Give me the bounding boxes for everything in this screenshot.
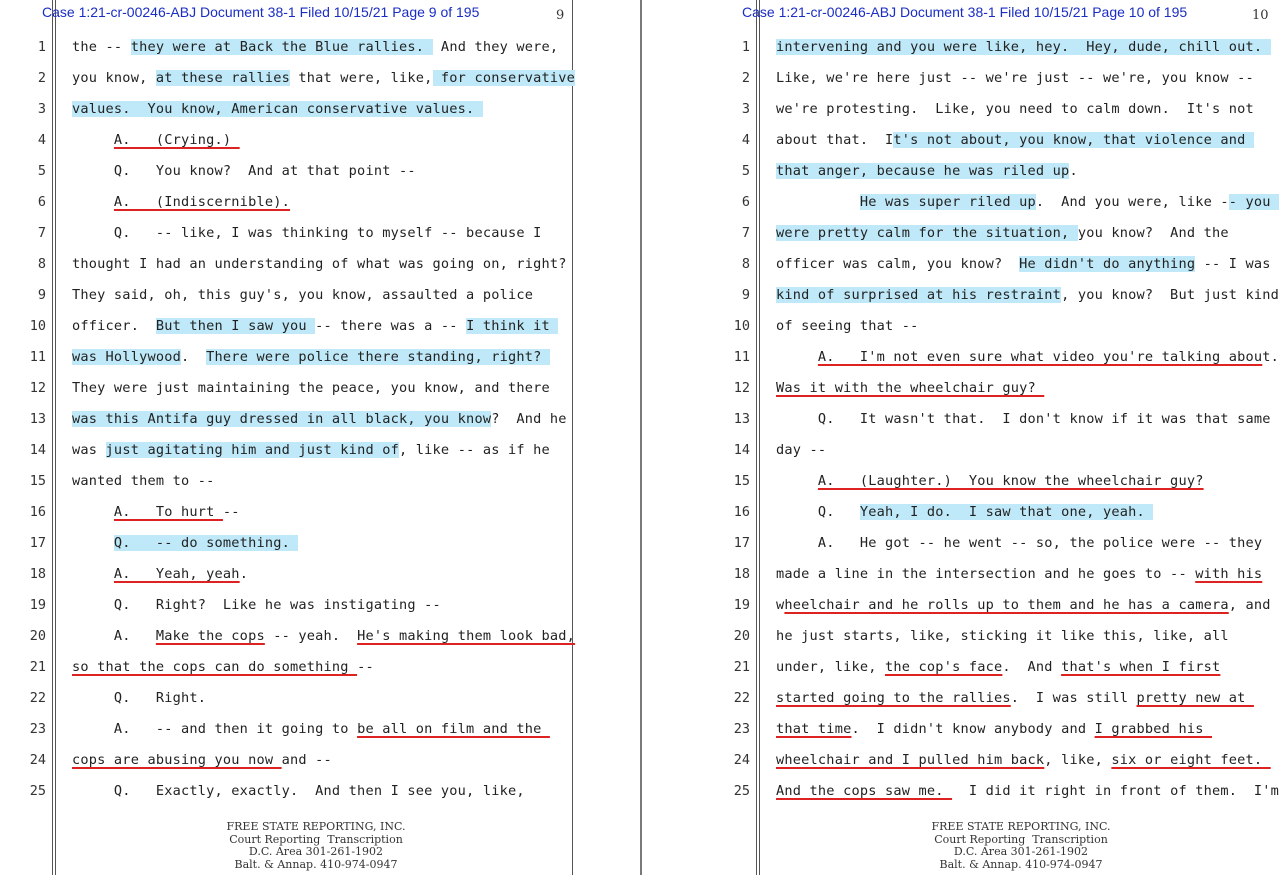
line-number: 10 xyxy=(29,318,46,334)
text-segment: thought I had an understanding of what was going on, right? xyxy=(72,256,567,272)
line-number: 6 xyxy=(37,194,46,210)
underlined-text: A. I'm not even sure what video you're talking abou xyxy=(817,349,1263,365)
text-segment: Q. It wasn't that. I don't know if it was that same xyxy=(776,411,1271,427)
transcript-line xyxy=(0,124,640,155)
transcript-line xyxy=(0,248,640,279)
underlined-text: A. Yeah, yeah xyxy=(113,566,240,582)
line-text xyxy=(776,39,1271,55)
line-number: 9 xyxy=(741,287,750,303)
transcript-line xyxy=(0,155,640,186)
text-segment: A. He got -- he went -- so, the police were -- they xyxy=(776,535,1263,551)
highlighted-text: But then I saw you xyxy=(155,318,316,334)
highlighted-text: t's not about, you know, that violence and xyxy=(893,132,1254,148)
underlined-text: that time xyxy=(776,721,852,737)
transcript-line xyxy=(642,651,1280,682)
text-segment: w xyxy=(776,597,785,613)
underlined-text: He's making them look bad, xyxy=(357,628,576,644)
text-segment: Q. Right? Like he was instigating -- xyxy=(72,597,441,613)
line-text xyxy=(776,628,1229,644)
line-number: 15 xyxy=(29,473,46,489)
underlined-text: with his xyxy=(1195,566,1263,582)
text-segment: of seeing that -- xyxy=(776,318,919,334)
highlighted-text: He didn't do anything xyxy=(1019,256,1196,272)
line-number: 4 xyxy=(37,132,46,148)
transcript-line xyxy=(642,558,1280,589)
text-segment xyxy=(776,473,818,489)
line-text xyxy=(776,473,1204,489)
text-segment: Q. Exactly, exactly. And then I see you, like, xyxy=(72,783,525,799)
transcript-line xyxy=(0,62,640,93)
reporter-footer xyxy=(0,821,632,871)
line-number: 22 xyxy=(733,690,750,706)
line-text xyxy=(776,535,1262,551)
text-segment: day -- xyxy=(776,442,827,458)
line-number: 17 xyxy=(733,535,750,551)
case-header: Case 1:21-cr-00246-ABJ Document 38-1 Filed 10/15/21 Page 10 of 195 xyxy=(742,4,1188,20)
line-text xyxy=(776,442,826,458)
transcript-line xyxy=(0,620,640,651)
line-number: 14 xyxy=(733,442,750,458)
text-segment: the -- xyxy=(72,39,131,55)
transcript-line xyxy=(642,217,1280,248)
underlined-text: be all on film and the xyxy=(357,721,550,737)
line-text xyxy=(776,256,1271,272)
text-segment xyxy=(776,194,860,210)
line-number: 22 xyxy=(29,690,46,706)
footer-line: Balt. & Annap. 410-974-0947 xyxy=(234,857,398,871)
text-segment: and -- xyxy=(281,752,332,768)
text-segment: -- xyxy=(222,504,240,520)
highlighted-text: kind of surprised at his restraint xyxy=(776,287,1062,303)
line-number: 6 xyxy=(741,194,750,210)
line-number: 20 xyxy=(733,628,750,644)
line-text xyxy=(776,225,1229,241)
underlined-text: Make the cops xyxy=(155,628,265,644)
line-text xyxy=(776,566,1262,582)
transcript-line xyxy=(642,372,1280,403)
line-number: 13 xyxy=(733,411,750,427)
underlined-text: wheelchair and I pulled him back xyxy=(776,752,1045,768)
line-text xyxy=(72,101,483,117)
highlighted-text: just agitating him and just kind of xyxy=(105,442,399,458)
transcript-line xyxy=(642,310,1280,341)
line-number: 21 xyxy=(29,659,46,675)
text-segment: , like -- as if he xyxy=(399,442,550,458)
transcript-line xyxy=(642,93,1280,124)
transcript-line xyxy=(0,93,640,124)
line-number: 19 xyxy=(733,597,750,613)
text-segment: A. -- and then it going to xyxy=(72,721,358,737)
highlighted-text: at these rallies xyxy=(155,70,290,86)
text-segment: under, like, xyxy=(776,659,885,675)
transcript-line xyxy=(642,589,1280,620)
line-number: 5 xyxy=(741,163,750,179)
transcript-line xyxy=(0,465,640,496)
footer-line: D.C. Area 301-261-1902 xyxy=(248,845,384,859)
footer-line: Court Reporting Transcription xyxy=(229,832,403,846)
transcript-line xyxy=(642,186,1280,217)
line-text xyxy=(72,628,575,644)
line-number: 12 xyxy=(733,380,750,396)
text-segment: . xyxy=(1069,163,1078,179)
text-segment: . And you were, like - xyxy=(1035,194,1229,210)
transcript-line xyxy=(0,682,640,713)
transcript-line xyxy=(0,775,640,806)
line-text xyxy=(72,783,525,799)
line-text xyxy=(776,70,1254,86)
underlined-text: A. (Crying.) xyxy=(113,132,240,148)
line-text xyxy=(776,597,1271,613)
highlighted-text: that anger, because he was riled up xyxy=(776,163,1070,179)
text-segment: . I didn't know anybody and xyxy=(851,721,1095,737)
underlined-text: Was it with the wheelchair guy? xyxy=(776,380,1045,396)
text-segment: Like, we're here just -- we're just -- we're, you know -- xyxy=(776,70,1254,86)
line-number: 4 xyxy=(741,132,750,148)
transcript-line xyxy=(0,651,640,682)
line-text xyxy=(776,659,1220,675)
line-text xyxy=(72,721,550,737)
line-number: 15 xyxy=(733,473,750,489)
line-number: 3 xyxy=(741,101,750,117)
text-segment: you know, xyxy=(72,70,156,86)
transcript-line xyxy=(0,372,640,403)
line-text xyxy=(776,752,1271,768)
line-number: 9 xyxy=(37,287,46,303)
line-text xyxy=(72,318,558,334)
text-segment: t. xyxy=(1262,349,1280,365)
text-segment xyxy=(72,132,114,148)
line-number: 14 xyxy=(29,442,46,458)
text-segment: he just starts, like, sticking it like this, like, all xyxy=(776,628,1229,644)
text-segment: you know? And the xyxy=(1077,225,1229,241)
line-number: 25 xyxy=(29,783,46,799)
text-segment: , like, xyxy=(1044,752,1112,768)
line-number: 23 xyxy=(29,721,46,737)
transcript-line xyxy=(642,620,1280,651)
line-number: 8 xyxy=(741,256,750,272)
line-text xyxy=(72,442,550,458)
text-segment: Q. -- like, I was thinking to myself -- because I xyxy=(72,225,542,241)
underlined-text: pretty new at xyxy=(1136,690,1254,706)
footer-line: D.C. Area 301-261-1902 xyxy=(953,845,1089,859)
highlighted-text: they were at Back the Blue rallies. xyxy=(130,39,433,55)
highlighted-text: There were police there standing, right? xyxy=(206,349,550,365)
line-number: 1 xyxy=(37,39,46,55)
text-segment: -- yeah. xyxy=(264,628,358,644)
line-text xyxy=(776,132,1254,148)
transcript-line xyxy=(0,589,640,620)
underlined-text: A. To hurt xyxy=(113,504,223,520)
text-segment: They were just maintaining the peace, you know, and there xyxy=(72,380,550,396)
line-text xyxy=(72,659,374,675)
line-number: 7 xyxy=(741,225,750,241)
line-number: 19 xyxy=(29,597,46,613)
line-text xyxy=(776,721,1212,737)
transcript-line xyxy=(642,775,1280,806)
text-segment: -- there was a -- xyxy=(315,318,467,334)
line-text xyxy=(776,349,1279,365)
line-text xyxy=(72,39,558,55)
text-segment: officer was calm, you know? xyxy=(776,256,1020,272)
transcript-line xyxy=(642,248,1280,279)
transcript-line xyxy=(0,434,640,465)
line-text xyxy=(776,411,1271,427)
text-segment: . And xyxy=(1002,659,1062,675)
text-segment: was xyxy=(72,442,106,458)
page-number: 9 xyxy=(556,8,565,23)
transcript-line xyxy=(0,713,640,744)
text-segment: Q. Right. xyxy=(72,690,207,706)
line-number: 10 xyxy=(733,318,750,334)
footer-line: Court Reporting Transcription xyxy=(934,832,1108,846)
text-segment xyxy=(72,504,114,520)
transcript-line xyxy=(642,434,1280,465)
line-text xyxy=(776,380,1044,396)
line-text xyxy=(72,132,240,148)
footer-line: Balt. & Annap. 410-974-0947 xyxy=(939,857,1103,871)
underlined-text: heelchair and he rolls up to them and he has a camera xyxy=(784,597,1229,613)
line-number: 12 xyxy=(29,380,46,396)
text-segment xyxy=(72,566,114,582)
highlighted-text: Yeah, I do. I saw that one, yeah. xyxy=(859,504,1154,520)
transcript-line xyxy=(642,155,1280,186)
text-segment: , you know? But just kind xyxy=(1061,287,1280,303)
line-text xyxy=(72,411,567,427)
underlined-text: cops are abusing you now xyxy=(72,752,282,768)
line-text xyxy=(72,194,290,210)
highlighted-text: was this Antifa guy dressed in all black, you know xyxy=(72,411,492,427)
highlighted-text: was Hollywood xyxy=(72,349,181,365)
text-segment: that were, like, xyxy=(290,70,433,86)
line-text xyxy=(72,287,533,303)
text-segment xyxy=(72,535,114,551)
reporter-footer xyxy=(642,821,1280,871)
text-segment: made a line in the intersection and he goes to -- xyxy=(776,566,1196,582)
line-number: 1 xyxy=(741,39,750,55)
line-number: 16 xyxy=(29,504,46,520)
line-number: 11 xyxy=(29,349,46,365)
text-segment: . I was still xyxy=(1010,690,1137,706)
line-number: 13 xyxy=(29,411,46,427)
line-text xyxy=(72,752,332,768)
line-text xyxy=(776,194,1279,210)
line-text xyxy=(72,504,240,520)
transcript-line xyxy=(0,186,640,217)
line-number: 3 xyxy=(37,101,46,117)
transcript-line xyxy=(642,713,1280,744)
page-number: 10 xyxy=(1252,8,1269,23)
transcript-line xyxy=(0,558,640,589)
transcript-line xyxy=(642,496,1280,527)
text-segment: wanted them to -- xyxy=(72,473,215,489)
highlighted-text: I think it xyxy=(466,318,559,334)
line-text xyxy=(776,504,1153,520)
text-segment: And they were, xyxy=(432,39,559,55)
text-segment: we're protesting. Like, you need to calm down. It's not xyxy=(776,101,1254,117)
line-text xyxy=(72,349,550,365)
text-segment: , and xyxy=(1228,597,1271,613)
transcript-line xyxy=(0,31,640,62)
line-text xyxy=(72,163,416,179)
line-number: 11 xyxy=(733,349,750,365)
underlined-text: And the cops saw me. xyxy=(776,783,953,799)
line-text xyxy=(72,473,215,489)
line-number: 23 xyxy=(733,721,750,737)
underlined-text: I grabbed his xyxy=(1094,721,1212,737)
transcript-page-right xyxy=(640,0,1280,875)
text-segment xyxy=(72,194,114,210)
highlighted-text: - you xyxy=(1228,194,1280,210)
footer-line: FREE STATE REPORTING, INC. xyxy=(931,820,1111,833)
text-segment: . xyxy=(239,566,249,582)
line-text xyxy=(72,566,248,582)
line-text xyxy=(776,163,1078,179)
underlined-text: the cop's face xyxy=(885,659,1003,675)
case-header: Case 1:21-cr-00246-ABJ Document 38-1 Filed 10/15/21 Page 9 of 195 xyxy=(42,4,480,20)
line-number: 8 xyxy=(37,256,46,272)
text-segment: Q. xyxy=(776,504,860,520)
line-number: 24 xyxy=(733,752,750,768)
text-segment: about that. I xyxy=(776,132,894,148)
underlined-text: that's when I first xyxy=(1061,659,1221,675)
transcript-line xyxy=(642,682,1280,713)
line-text xyxy=(776,690,1254,706)
line-text xyxy=(72,256,567,272)
line-number: 16 xyxy=(733,504,750,520)
transcript-line xyxy=(642,124,1280,155)
transcript-line xyxy=(642,403,1280,434)
transcript-line xyxy=(642,465,1280,496)
underlined-text: so that the cops can do something xyxy=(72,659,358,675)
highlighted-text: values. You know, American conservative values. xyxy=(72,101,483,117)
line-number: 2 xyxy=(37,70,46,86)
text-segment: They said, oh, this guy's, you know, assaulted a police xyxy=(72,287,534,303)
line-number: 18 xyxy=(733,566,750,582)
line-text xyxy=(776,783,1279,799)
line-number: 7 xyxy=(37,225,46,241)
line-text xyxy=(72,70,575,86)
line-text xyxy=(72,380,550,396)
line-text xyxy=(776,318,919,334)
transcript-line xyxy=(0,217,640,248)
transcript-line xyxy=(642,527,1280,558)
underlined-text: A. (Laughter.) You know the wheelchair guy? xyxy=(817,473,1204,489)
line-text xyxy=(776,101,1254,117)
transcript-line xyxy=(0,310,640,341)
text-segment: ? And he xyxy=(491,411,567,427)
text-segment: Q. You know? And at that point -- xyxy=(72,163,416,179)
transcript-line xyxy=(642,341,1280,372)
line-number: 25 xyxy=(733,783,750,799)
transcript-line xyxy=(0,496,640,527)
transcript-line xyxy=(0,279,640,310)
line-text xyxy=(72,690,206,706)
line-number: 18 xyxy=(29,566,46,582)
line-number: 24 xyxy=(29,752,46,768)
highlighted-text: were pretty calm for the situation, xyxy=(776,225,1078,241)
line-text xyxy=(72,535,298,551)
underlined-text: six or eight feet. xyxy=(1111,752,1271,768)
transcript-line xyxy=(642,31,1280,62)
text-segment: . xyxy=(181,349,207,365)
text-segment: officer. xyxy=(72,318,156,334)
transcript-line xyxy=(642,62,1280,93)
line-number: 5 xyxy=(37,163,46,179)
underlined-text: A. (Indiscernible). xyxy=(113,194,290,210)
transcript-line xyxy=(0,403,640,434)
transcript-line xyxy=(642,279,1280,310)
line-text xyxy=(776,287,1279,303)
transcript-line xyxy=(0,744,640,775)
transcript-line xyxy=(642,744,1280,775)
transcript-line xyxy=(0,527,640,558)
line-number: 21 xyxy=(733,659,750,675)
transcript-line xyxy=(0,341,640,372)
highlighted-text: Q. -- do something. xyxy=(113,535,299,551)
line-number: 17 xyxy=(29,535,46,551)
underlined-text: started going to the rallies xyxy=(776,690,1011,706)
highlighted-text: for conservative xyxy=(432,70,576,86)
text-segment: -- I was xyxy=(1195,256,1271,272)
text-segment: A. xyxy=(72,628,156,644)
line-number: 2 xyxy=(741,70,750,86)
line-text xyxy=(72,225,542,241)
footer-line: FREE STATE REPORTING, INC. xyxy=(226,820,406,833)
line-text xyxy=(72,597,441,613)
line-number: 20 xyxy=(29,628,46,644)
text-segment: I did it right in front of them. I'm xyxy=(952,783,1280,799)
highlighted-text: He was super riled up xyxy=(859,194,1036,210)
text-segment: -- xyxy=(357,659,374,675)
highlighted-text: intervening and you were like, hey. Hey, dude, chill out. xyxy=(776,39,1271,55)
text-segment xyxy=(776,349,818,365)
